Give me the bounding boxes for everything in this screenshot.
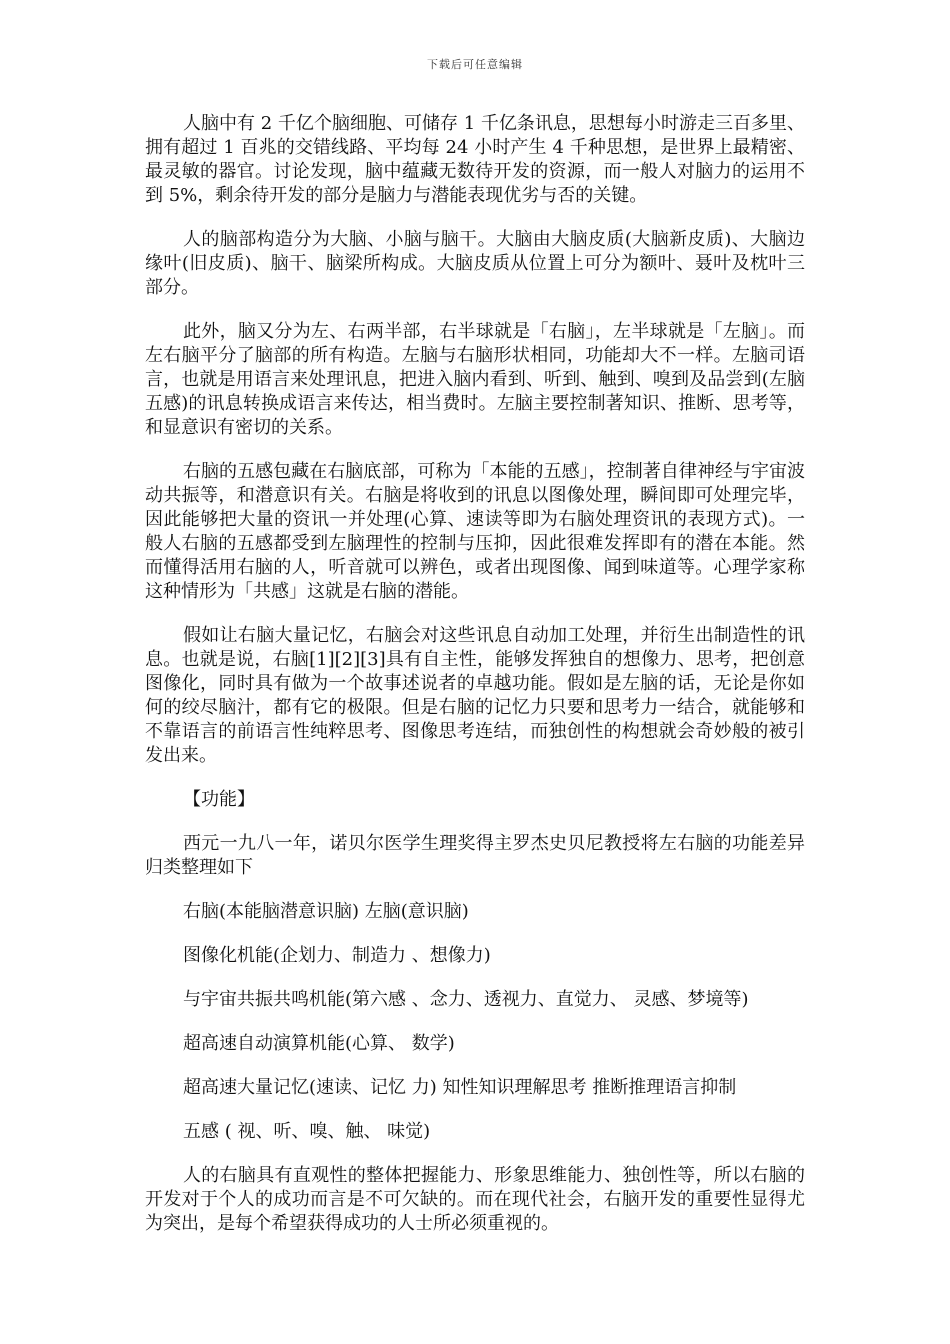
- function-line: 与宇宙共振共鸣机能(第六感 、念力、透视力、直觉力、 灵感、梦境等): [183, 989, 749, 1010]
- paragraph-right-brain-memory: 假如让右脑大量记忆，右脑会对这些讯息自动加工处理，并衍生出制造性的讯息。也就是说，右脑[1][2][3]具有自主性，能够发挥独自的想像力、思考，把创意图像化，同时具有做为一个故事述说者的卓越功能。假如是左脑的话，无论是你如何的绞尽脑汁，都有它的极限。但是右脑的记忆力只要和思考力一结合，就能够和不靠语言的前语言性纯粹思考、图像思考连结，而独创性的构想就会奇妙般的被引发出来。: [145, 625, 805, 766]
- paragraph-closing: 人的右脑具有直观性的整体把握能力、形象思维能力、独创性等，所以右脑的开发对于个人的成功而言是不可欠缺的。而在现代社会，右脑开发的重要性显得尤为突出，是每个希望获得成功的人士所必须重视的。: [145, 1165, 805, 1234]
- function-line: 右脑(本能脑潜意识脑) 左脑(意识脑): [183, 901, 469, 922]
- paragraph-right-brain-senses: 右脑的五感包藏在右脑底部，可称为「本能的五感」，控制著自律神经与宇宙波动共振等，和潜意识有关。右脑是将收到的讯息以图像处理，瞬间即可处理完毕，因此能够把大量的资讯一并处理(心算、速读等即为右脑处理资讯的表现方式)。一般人右脑的五感都受到左脑理性的控制与压抑，因此很难发挥即有的潜在本能。然而懂得活用右脑的人，听音就可以辨色，或者出现图像、闻到味道等。心理学家称这种情形为「共感」这就是右脑的潜能。: [145, 461, 805, 602]
- function-line: 超高速自动演算机能(心算、 数学): [183, 1033, 455, 1054]
- paragraph-left-brain: 此外，脑又分为左、右两半部，右半球就是「右脑」，左半球就是「左脑」。而左右脑平分了脑部的所有构造。左脑与右脑形状相同，功能却大不一样。左脑司语言，也就是用语言来处理讯息，把进入脑内看到、听到、触到、嗅到及品尝到(左脑五感)的讯息转换成语言来传达，相当费时。左脑主要控制著知识、推断、思考等，和显意识有密切的关系。: [145, 321, 805, 438]
- paragraph-brain-structure: 人的脑部构造分为大脑、小脑与脑干。大脑由大脑皮质(大脑新皮质)、大脑边缘叶(旧皮质)、脑干、脑梁所构成。大脑皮质从位置上可分为额叶、聂叶及枕叶三部分。: [145, 229, 805, 298]
- function-line: 图像化机能(企划力、制造力 、想像力): [183, 945, 491, 966]
- page-header-note: 下载后可任意编辑: [427, 58, 523, 71]
- function-line: 五感 ( 视、听、嗅、触、 味觉): [183, 1121, 431, 1142]
- paragraph-brain-facts: 人脑中有 2 千亿个脑细胞、可储存 1 千亿条讯息，思想每小时游走三百多里、拥有超过 1 百兆的交错线路、平均每 24 小时产生 4 千种思想，是世界上最精密、最灵敏的器官。讨论发现，脑中蕴藏无数待开发的资源，而一般人对脑力的运用不到 5%，剩余待开发的部分是脑力与潜能表现优劣与否的关键。: [145, 113, 805, 206]
- paragraph-function-intro: 西元一九八一年，诺贝尔医学生理奖得主罗杰史贝尼教授将左右脑的功能差异归类整理如下: [145, 833, 805, 878]
- function-line: 超高速大量记忆(速读、记忆 力) 知性知识理解思考 推断推理语言抑制: [183, 1077, 737, 1098]
- section-heading: 【功能】: [183, 789, 255, 810]
- document-body: [145, 112, 805, 1256]
